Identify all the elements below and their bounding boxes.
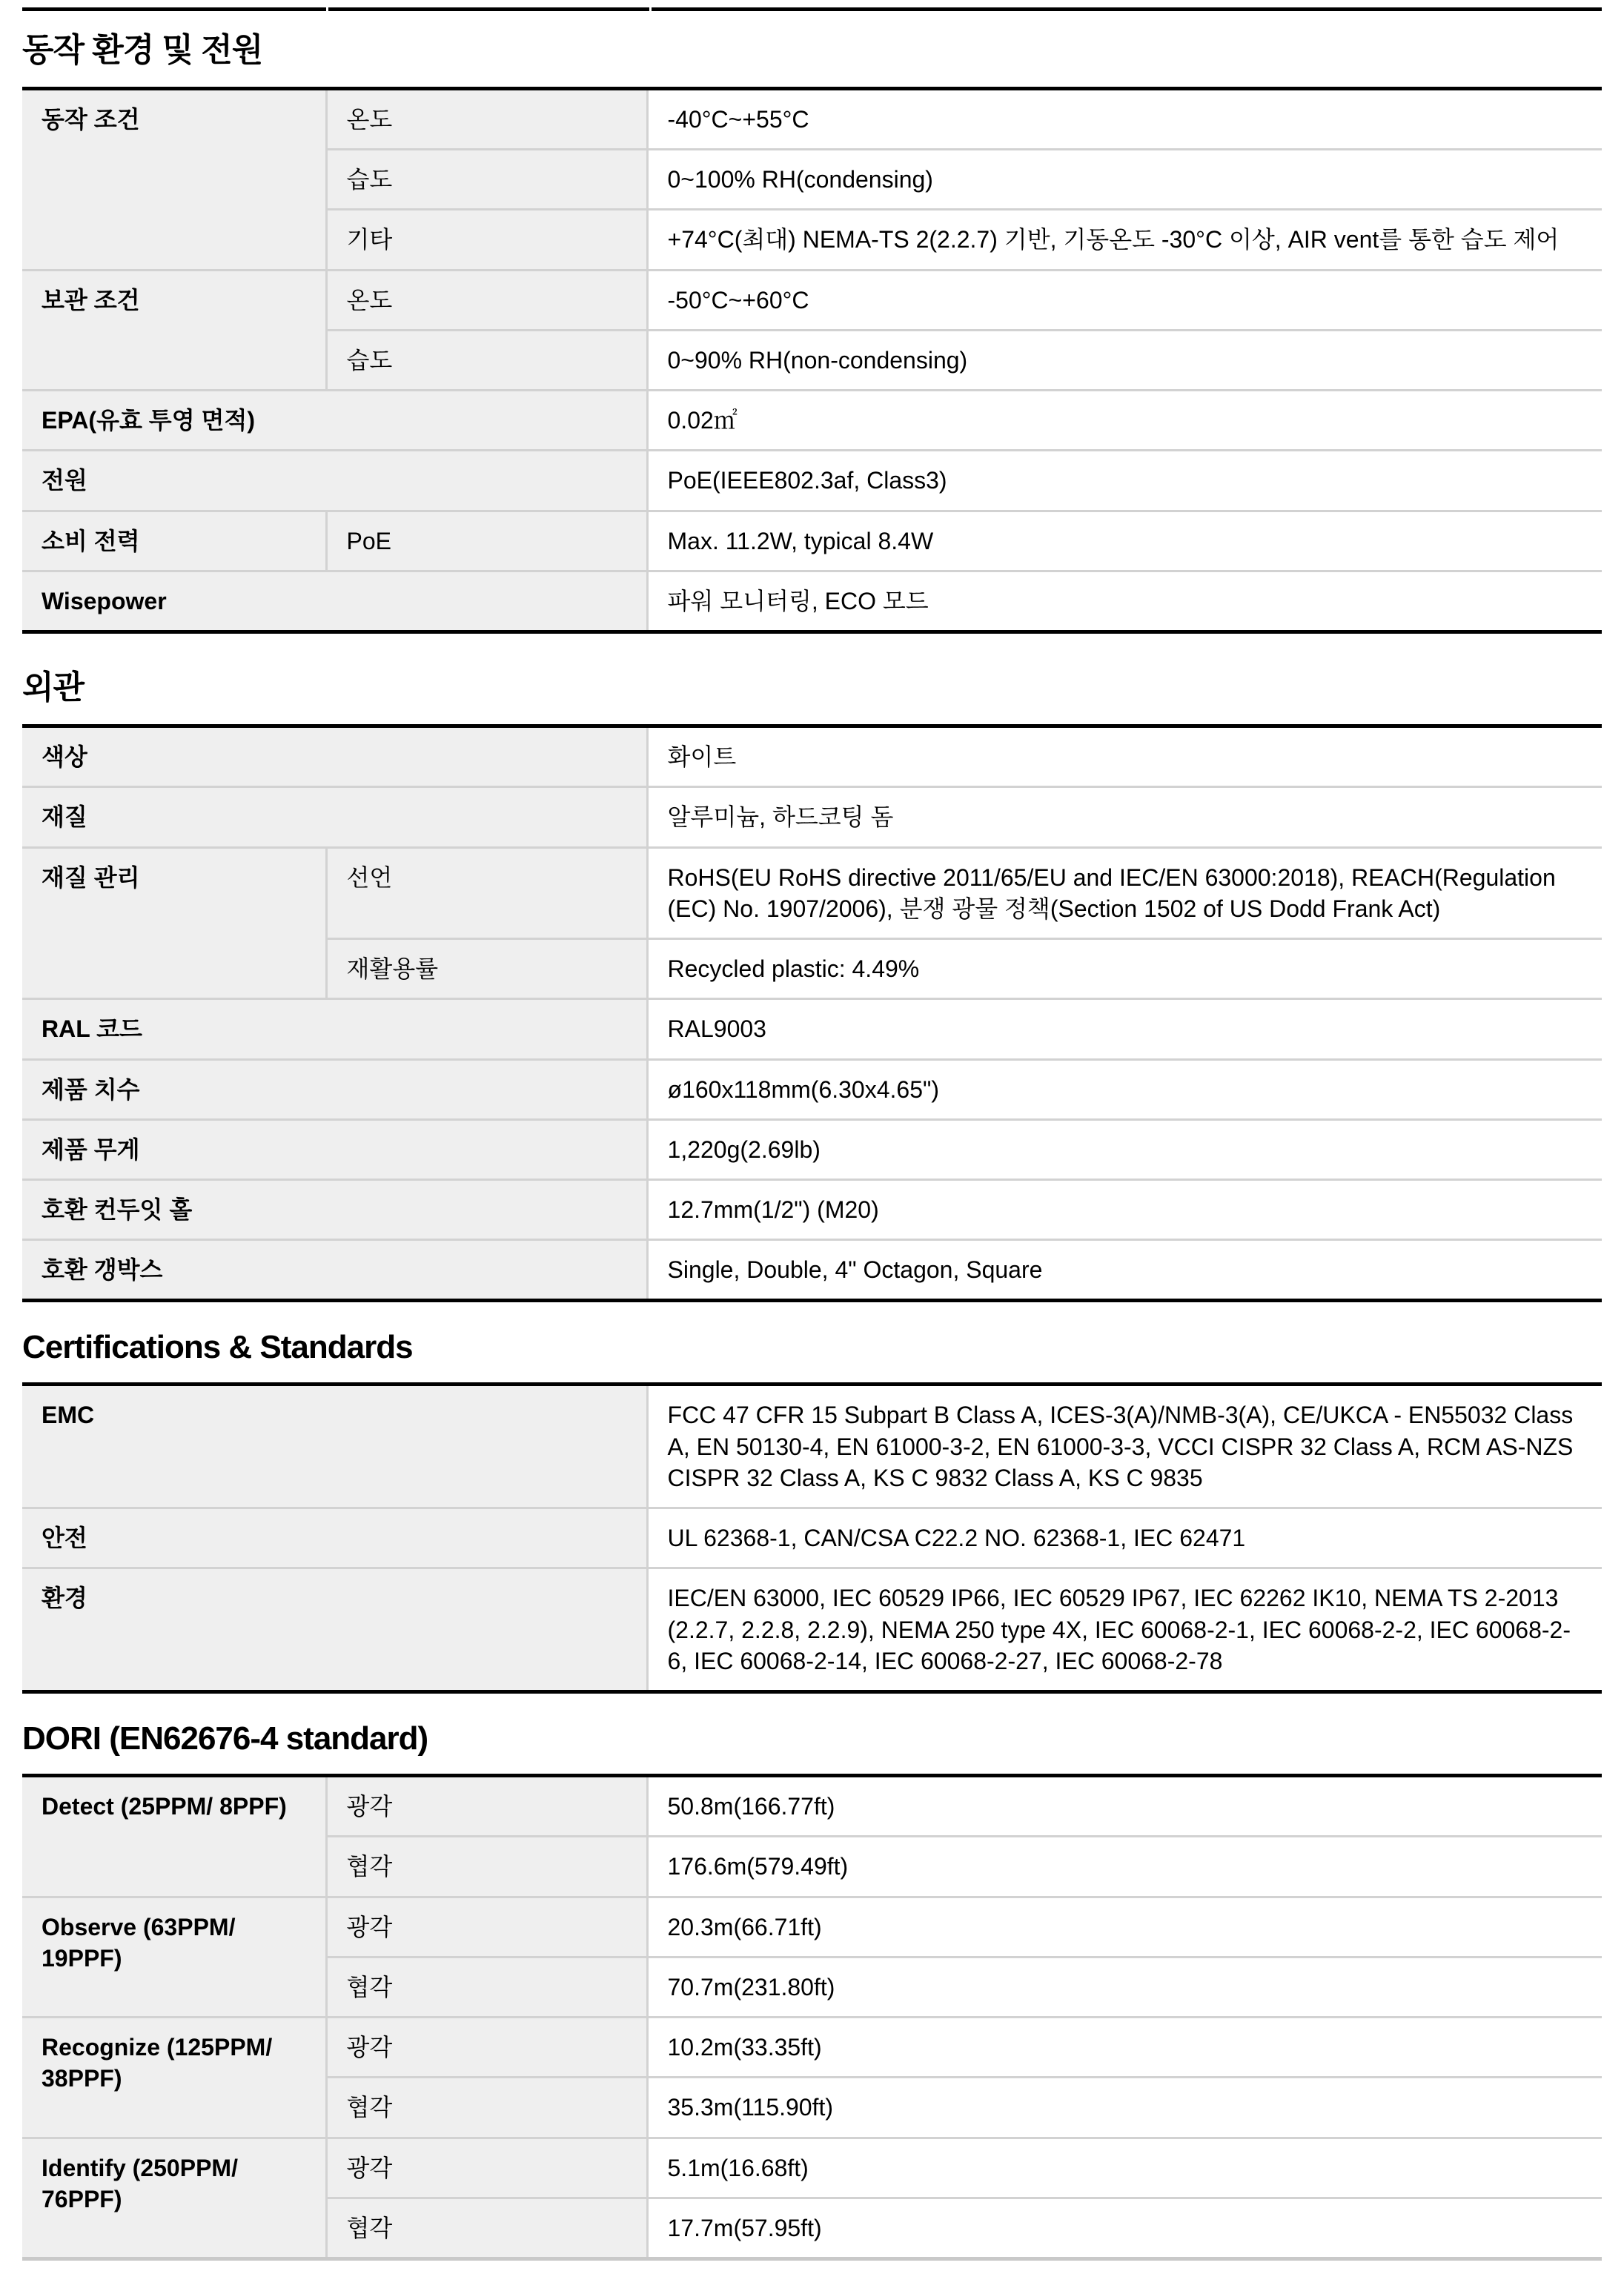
spec-label: 동작 조건 xyxy=(22,89,326,271)
spec-sublabel: 온도 xyxy=(326,270,647,330)
spec-sublabel: 광각 xyxy=(326,1776,647,1837)
spec-value: RAL9003 xyxy=(647,999,1602,1059)
table-row xyxy=(22,2138,1602,2198)
spec-value: -40°C~+55°C xyxy=(647,89,1602,150)
spec-value: 파워 모니터링, ECO 모드 xyxy=(647,571,1602,631)
table-row xyxy=(22,1119,1602,1179)
spec-table-certifications xyxy=(22,1382,1602,1694)
spec-value: 10.2m(33.35ft) xyxy=(647,2018,1602,2078)
table-row xyxy=(22,451,1602,511)
spec-label: 재질 관리 xyxy=(22,847,326,999)
section-title: Certifications & Standards xyxy=(22,1329,413,1366)
spec-value: 50.8m(166.77ft) xyxy=(647,1776,1602,1837)
spec-table-dori xyxy=(22,1774,1602,2261)
section-operating-env-power xyxy=(22,23,1602,634)
spec-sublabel: 협각 xyxy=(326,1957,647,2017)
spec-sublabel: PoE xyxy=(326,511,647,571)
spec-value: 화이트 xyxy=(647,726,1602,787)
table-row xyxy=(22,1776,1602,1837)
section-title: 동작 환경 및 전원 xyxy=(22,32,263,68)
table-row xyxy=(22,1568,1602,1692)
spec-sublabel: 협각 xyxy=(326,2078,647,2138)
top-divider-segment xyxy=(652,7,1602,11)
table-row xyxy=(22,1179,1602,1239)
spec-value: Single, Double, 4" Octagon, Square xyxy=(647,1240,1602,1301)
spec-value: 70.7m(231.80ft) xyxy=(647,1957,1602,2017)
spec-sublabel: 재활용률 xyxy=(326,939,647,999)
spec-label: EPA(유효 투영 면적) xyxy=(22,391,647,451)
table-row xyxy=(22,571,1602,631)
spec-value: 35.3m(115.90ft) xyxy=(647,2078,1602,2138)
table-row xyxy=(22,1240,1602,1301)
table-row xyxy=(22,726,1602,787)
spec-label: 색상 xyxy=(22,726,647,787)
spec-label: Detect (25PPM/ 8PPF) xyxy=(22,1776,326,1897)
spec-label: 재질 xyxy=(22,787,647,847)
spec-value: 알루미늄, 하드코팅 돔 xyxy=(647,787,1602,847)
table-row xyxy=(22,787,1602,847)
spec-label: Observe (63PPM/ 19PPF) xyxy=(22,1897,326,2017)
spec-value: 0~100% RH(condensing) xyxy=(647,150,1602,210)
spec-label: 호환 갱박스 xyxy=(22,1240,647,1301)
spec-value: 0~90% RH(non-condensing) xyxy=(647,330,1602,390)
spec-sublabel: 협각 xyxy=(326,1837,647,1897)
spec-value: PoE(IEEE802.3af, Class3) xyxy=(647,451,1602,511)
spec-label: RAL 코드 xyxy=(22,999,647,1059)
spec-value: 20.3m(66.71ft) xyxy=(647,1897,1602,1957)
spec-value: 1,220g(2.69lb) xyxy=(647,1119,1602,1179)
spec-value: -50°C~+60°C xyxy=(647,270,1602,330)
table-row xyxy=(22,270,1602,330)
section-title: 외관 xyxy=(22,669,84,706)
table-row xyxy=(22,1385,1602,1508)
spec-label: EMC xyxy=(22,1385,647,1508)
table-row xyxy=(22,999,1602,1059)
spec-label: Wisepower xyxy=(22,571,647,631)
table-row xyxy=(22,847,1602,938)
spec-value: Max. 11.2W, typical 8.4W xyxy=(647,511,1602,571)
table-row xyxy=(22,511,1602,571)
spec-sublabel: 습도 xyxy=(326,150,647,210)
spec-sublabel: 협각 xyxy=(326,2198,647,2258)
spec-label: 제품 치수 xyxy=(22,1059,647,1119)
table-row xyxy=(22,391,1602,451)
table-row xyxy=(22,1059,1602,1119)
spec-value: +74°C(최대) NEMA-TS 2(2.2.7) 기반, 기동온도 -30°C 이상, AIR vent를 통한 습도 제어 xyxy=(647,210,1602,270)
top-divider-segment xyxy=(22,7,326,11)
spec-sublabel: 광각 xyxy=(326,2018,647,2078)
spec-value: IEC/EN 63000, IEC 60529 IP66, IEC 60529 IP67, IEC 62262 IK10, NEMA TS 2-2013 (2.2.7, 2.2.8, 2.2.9), NEMA 250 type 4X, IEC 60068-2-1, IEC 60068-2-2, IEC 60068-2-6, IEC 60068-2-14, IEC 60068-2-27, IEC 60068-2-78 xyxy=(647,1568,1602,1692)
spec-sublabel: 기타 xyxy=(326,210,647,270)
spec-value: 5.1m(16.68ft) xyxy=(647,2138,1602,2198)
spec-value: 12.7mm(1/2") (M20) xyxy=(647,1179,1602,1239)
section-appearance xyxy=(22,660,1602,1302)
spec-label: 보관 조건 xyxy=(22,270,326,390)
spec-sublabel: 광각 xyxy=(326,2138,647,2198)
table-row xyxy=(22,1508,1602,1568)
spec-value: 176.6m(579.49ft) xyxy=(647,1837,1602,1897)
top-divider-segment xyxy=(328,7,649,11)
spec-value: FCC 47 CFR 15 Subpart B Class A, ICES-3(A)/NMB-3(A), CE/UKCA - EN55032 Class A, EN 50130-4, EN 61000-3-2, EN 61000-3-3, VCCI CISPR 32 Class A, RCM AS-NZS CISPR 32 Class A, KS C 9832 Class A, KS C 9835 xyxy=(647,1385,1602,1508)
section-dori xyxy=(22,1720,1602,2261)
spec-sublabel: 광각 xyxy=(326,1897,647,1957)
spec-table-appearance xyxy=(22,724,1602,1302)
spec-table-operating-env xyxy=(22,87,1602,634)
spec-value: 17.7m(57.95ft) xyxy=(647,2198,1602,2258)
spec-label: 환경 xyxy=(22,1568,647,1692)
table-row xyxy=(22,89,1602,150)
top-divider xyxy=(22,7,1602,11)
spec-label: 전원 xyxy=(22,451,647,511)
spec-label: 안전 xyxy=(22,1508,647,1568)
spec-label: Identify (250PPM/ 76PPF) xyxy=(22,2138,326,2258)
spec-value: ø160x118mm(6.30x4.65") xyxy=(647,1059,1602,1119)
spec-sublabel: 습도 xyxy=(326,330,647,390)
spec-sublabel: 선언 xyxy=(326,847,647,938)
section-title: DORI (EN62676-4 standard) xyxy=(22,1720,428,1757)
table-row xyxy=(22,1897,1602,1957)
spec-label: 소비 전력 xyxy=(22,511,326,571)
spec-sublabel: 온도 xyxy=(326,89,647,150)
spec-value: RoHS(EU RoHS directive 2011/65/EU and IEC/EN 63000:2018), REACH(Regulation (EC) No. 1907/2006), 분쟁 광물 정책(Section 1502 of US Dodd Frank Act) xyxy=(647,847,1602,938)
section-certifications xyxy=(22,1329,1602,1694)
spec-label: Recognize (125PPM/ 38PPF) xyxy=(22,2018,326,2138)
spec-value: UL 62368-1, CAN/CSA C22.2 NO. 62368-1, IEC 62471 xyxy=(647,1508,1602,1568)
spec-sheet xyxy=(0,7,1624,2294)
table-row xyxy=(22,2018,1602,2078)
spec-label: 제품 무게 xyxy=(22,1119,647,1179)
spec-label: 호환 컨두잇 홀 xyxy=(22,1179,647,1239)
spec-value: 0.02㎡ xyxy=(647,391,1602,451)
spec-value: Recycled plastic: 4.49% xyxy=(647,939,1602,999)
